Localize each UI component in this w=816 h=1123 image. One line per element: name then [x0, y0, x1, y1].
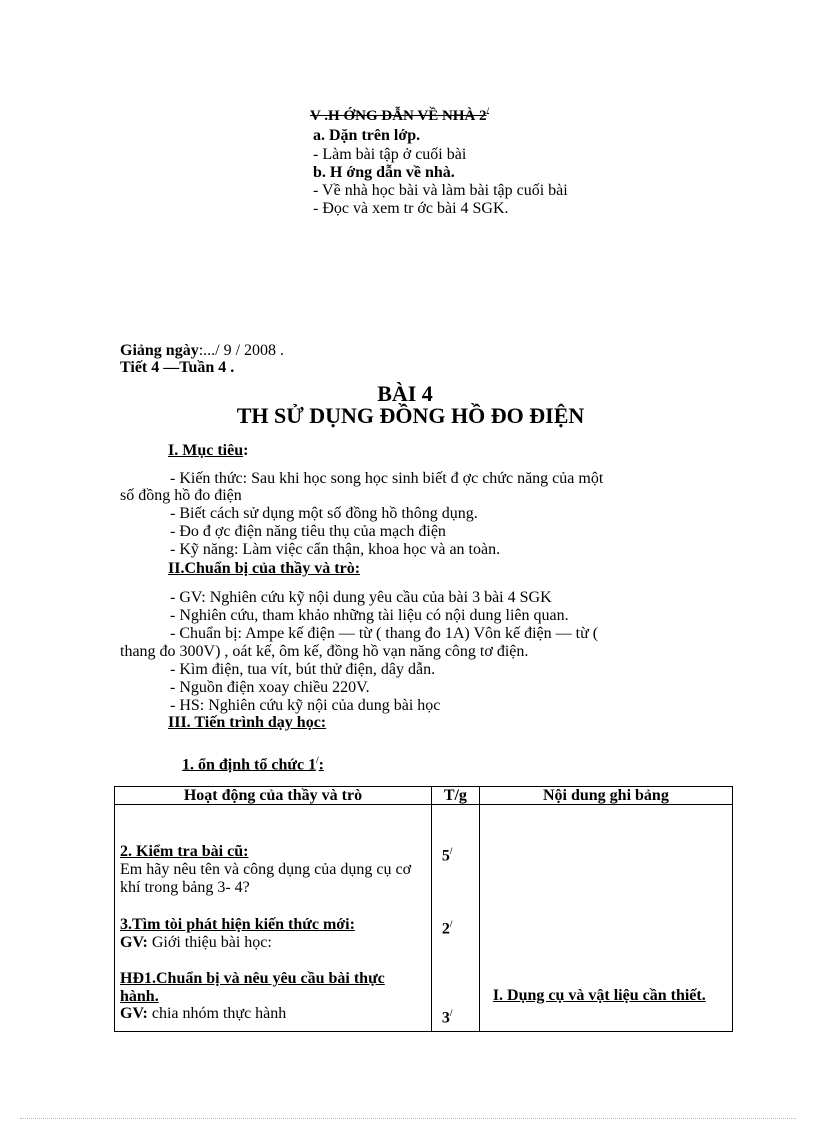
header-board-content: Nội dung ghi bảng — [479, 787, 732, 805]
gv-label: GV: — [120, 934, 148, 951]
homework-b-line-1: - Về nhà học bài và làm bài tập cuối bài — [313, 182, 568, 199]
teaching-date-value: :.../ 9 / 2008 . — [198, 342, 285, 359]
preparation-heading: II.Chuẩn bị của thầy và trò: — [168, 560, 361, 577]
stabilize-heading — [182, 751, 324, 774]
minute-mark: / — [449, 1008, 453, 1018]
section-v-title-text: V .H ỚNG DẪN VỀ NHÀ 2 — [310, 108, 487, 124]
lesson-table — [114, 786, 733, 1032]
time-new — [442, 915, 453, 938]
time-check-value: 5 — [441, 847, 450, 865]
time-hd1 — [442, 1004, 453, 1027]
hd1-instruction-text: chia nhóm thực hành — [147, 1005, 287, 1022]
new-knowledge-intro-text: Giới thiệu bài học: — [147, 934, 272, 951]
section-v-time-mark: / — [486, 106, 490, 116]
preparation-tools: - Kìm điện, tua vít, bút thử điện, dây dẫn. — [170, 661, 436, 678]
new-knowledge-intro — [120, 934, 272, 952]
stabilize-time-mark: / — [316, 755, 319, 765]
objective-knowledge: - Kiến thức: Sau khi học song học sinh biết đ ợc chức năng của một — [170, 470, 604, 487]
minute-mark: / — [449, 846, 453, 856]
objective-knowledge-cont: số đồng hồ đo điện — [120, 487, 242, 504]
header-time: T/g — [431, 787, 479, 805]
homework-a-line: - Làm bài tập ở cuối bài — [313, 146, 467, 163]
period-week: Tiết 4 —Tuần 4 . — [120, 359, 235, 376]
activities-cell — [115, 805, 432, 1032]
time-new-value: 2 — [441, 920, 450, 938]
new-knowledge-heading: 3.Tìm tòi phát hiện kiến thức mới: — [120, 916, 355, 933]
header-activities: Hoạt động của thầy và trò — [115, 787, 432, 805]
hd1-heading: HĐ1.Chuẩn bị và nêu yêu cầu bài thực hành. — [120, 970, 385, 1005]
gv-label: GV: — [120, 1005, 148, 1022]
preparation-power: - Nguồn điện xoay chiều 220V. — [170, 679, 370, 696]
hd1-instruction — [120, 1005, 286, 1023]
stabilize-colon: : — [318, 756, 324, 774]
tools-materials-heading: I. Dụng cụ và vật liệu cần thiết. — [492, 987, 706, 1004]
process-heading: III. Tiến trình dạy học: — [168, 714, 327, 731]
table-row — [115, 805, 733, 1032]
time-cell — [431, 805, 479, 1032]
stabilize-heading-text: 1. ổn định tổ chức 1 — [182, 756, 317, 774]
preparation-equipment: - Chuẩn bị: Ampe kế điện — từ ( thang đo 1A) Vôn kế điện — từ ( — [170, 625, 599, 642]
page-bottom-divider — [20, 1118, 796, 1119]
teaching-date — [120, 342, 284, 360]
check-old-lesson-heading: 2. Kiểm tra bài cũ: — [120, 843, 249, 860]
objective-measure: - Đo đ ợc điện năng tiêu thụ của mạch điện — [170, 523, 446, 540]
preparation-gv: - GV: Nghiên cứu kỹ nội dung yêu cầu của bài 3 bài 4 SGK — [170, 589, 552, 606]
objective-skill: - Kỹ năng: Làm việc cẩn thận, khoa học và an toàn. — [170, 541, 501, 558]
homework-a-heading: a. Dặn trên lớp. — [313, 127, 421, 144]
objectives-heading-colon: : — [243, 442, 249, 459]
section-v-title — [310, 103, 489, 125]
objective-usage: - Biết cách sử dụng một số đồng hồ thông dụng. — [170, 505, 478, 522]
objectives-heading-text: I. Mục tiêu — [168, 442, 244, 459]
time-hd1-value: 3 — [441, 1009, 450, 1027]
minute-mark: / — [449, 919, 453, 929]
table-header-row — [115, 787, 733, 805]
preparation-equipment-cont: thang đo 300V) , oát kế, ôm kế, đồng hồ vạn năng công tơ điện. — [120, 643, 529, 660]
preparation-research: - Nghiên cứu, tham khảo những tài liệu có nội dung liên quan. — [170, 607, 569, 624]
lesson-number-text: BÀI 4 — [377, 381, 433, 406]
check-old-lesson-question: Em hãy nêu tên và công dụng của dụng cụ cơ khí trong bảng 3- 4? — [120, 861, 412, 896]
lesson-title — [0, 404, 816, 428]
time-check — [442, 842, 453, 865]
teaching-date-label: Giảng ngày — [120, 342, 199, 359]
preparation-hs: - HS: Nghiên cứu kỹ nội của dung bài học — [170, 697, 441, 714]
homework-b-heading: b. H ớng dẫn về nhà. — [313, 164, 455, 181]
board-content-cell — [479, 805, 732, 1032]
lesson-title-text: TH SỬ DỤNG ĐỒNG HỒ ĐO ĐIỆN — [236, 403, 585, 428]
homework-b-line-2: - Đọc và xem tr ớc bài 4 SGK. — [313, 200, 509, 217]
objectives-heading — [168, 442, 248, 460]
